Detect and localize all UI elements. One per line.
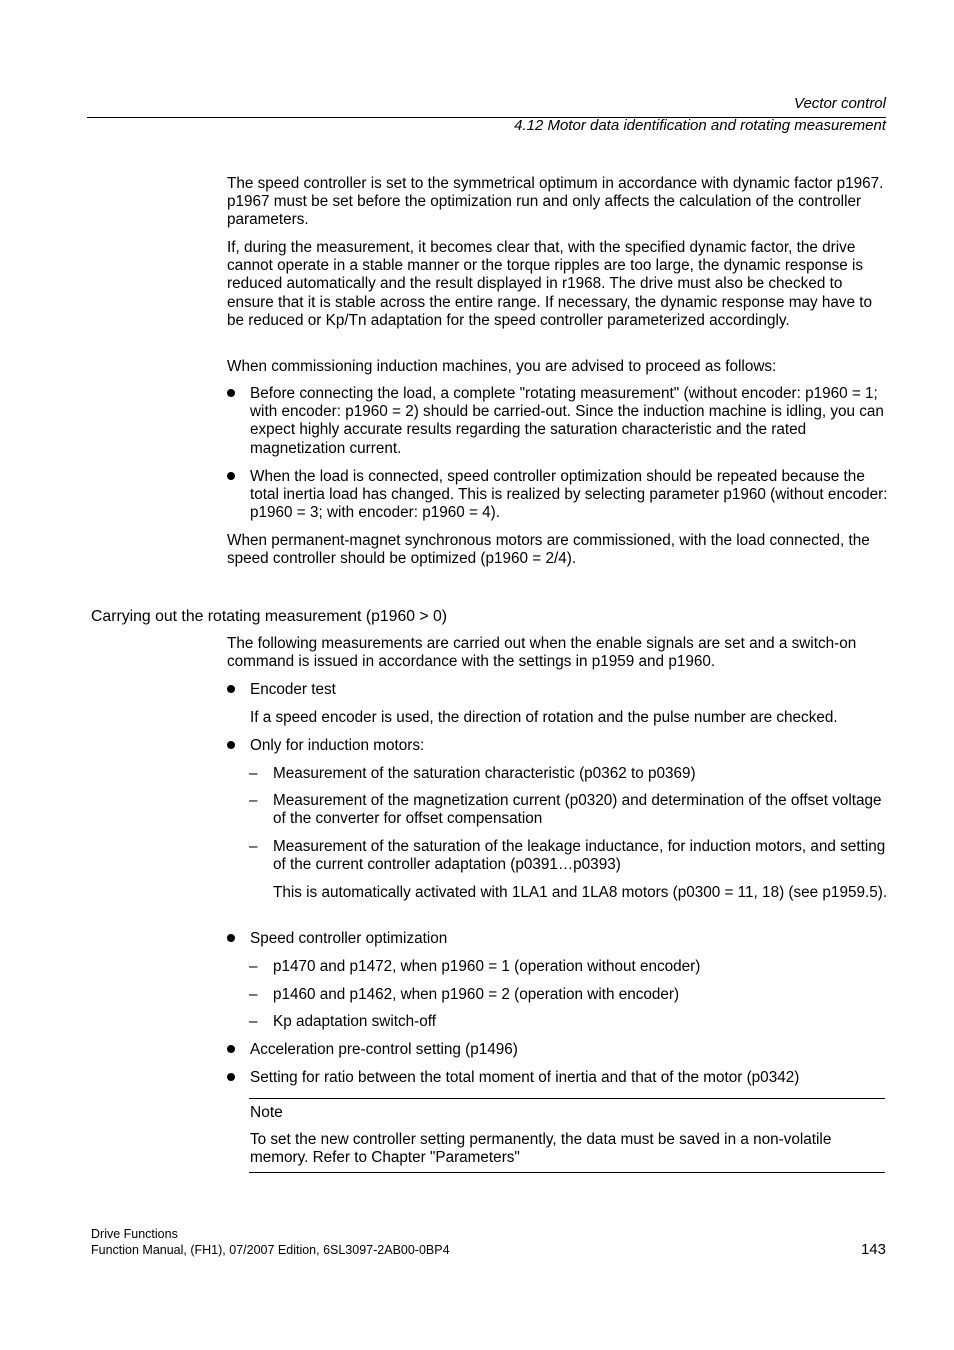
bullet-icon	[227, 389, 235, 397]
section-heading: Carrying out the rotating measurement (p1960 > 0)	[91, 608, 448, 625]
dash-item-p1460: p1460 and p1462, when p1960 = 2 (operation with encoder)	[273, 986, 680, 1003]
footer-edition: Function Manual, (FH1), 07/2007 Edition, 6SL3097-2AB00-0BP4	[91, 1243, 450, 1257]
dash-marker: –	[249, 1013, 258, 1030]
encoder-test-detail: If a speed encoder is used, the direction of rotation and the pulse number are checked.	[250, 709, 838, 726]
note-bottom-rule	[249, 1172, 885, 1173]
paragraph-pm-motors: When permanent-magnet synchronous motors are commissioned, with the load connected, the speed controller should be optimized (p1960 = 2/4).	[227, 532, 870, 568]
note-text: To set the new controller setting permanently, the data must be saved in a non-volatile memory. Refer to Chapter "Parameters"	[250, 1131, 832, 1167]
section-lead: The following measurements are carried out when the enable signals are set and a switch-on command is issued in accordance with the settings in p1959 and p1960.	[227, 635, 857, 671]
header-section: 4.12 Motor data identification and rotating measurement	[514, 117, 886, 134]
bullet-rotating-measurement: Before connecting the load, a complete "rotating measurement" (without encoder: p1960 = 1; with encoder: p1960 = 2) should be carried-out. Since the induction machine is idling, you can expect highly accurate results regarding the saturation characteristic and the rated magnetization current.	[250, 385, 884, 457]
bullet-acceleration: Acceleration pre-control setting (p1496)	[250, 1041, 518, 1058]
dash-marker: –	[249, 986, 258, 1003]
paragraph-dynamic-factor: The speed controller is set to the symmetrical optimum in accordance with dynamic factor p1967. p1967 must be set before the optimization run and only affects the calculation of the controller parameters.	[227, 175, 884, 229]
bullet-icon	[227, 741, 235, 749]
note-title: Note	[250, 1104, 283, 1121]
bullet-load-connected: When the load is connected, speed controller optimization should be repeated because the total inertia load has changed. This is realized by selecting parameter p1960 (without encoder: p1960 = 3; with encoder: p1960 = 4).	[250, 468, 888, 522]
bullet-inertia-ratio: Setting for ratio between the total moment of inertia and that of the motor (p0342)	[250, 1069, 800, 1086]
bullet-encoder-test: Encoder test	[250, 681, 336, 698]
induction-activation-note: This is automatically activated with 1LA1 and 1LA8 motors (p0300 = 11, 18) (see p1959.5).	[273, 884, 888, 901]
footer-product: Drive Functions	[91, 1227, 178, 1241]
bullet-icon	[227, 685, 235, 693]
bullet-icon	[227, 1073, 235, 1081]
bullet-icon	[227, 472, 235, 480]
page-number: 143	[860, 1241, 886, 1258]
bullet-icon	[227, 934, 235, 942]
dash-marker: –	[249, 765, 258, 782]
bullet-icon	[227, 1045, 235, 1053]
dash-marker: –	[249, 958, 258, 975]
dash-marker: –	[249, 838, 258, 855]
dash-item-leakage: Measurement of the saturation of the leakage inductance, for induction motors, and setting of the current controller adaptation (p0391…p0393)	[273, 838, 886, 874]
paragraph-induction-advice: When commissioning induction machines, you are advised to proceed as follows:	[227, 358, 777, 375]
note-top-rule	[249, 1098, 885, 1099]
dash-item-saturation: Measurement of the saturation characteristic (p0362 to p0369)	[273, 765, 696, 782]
bullet-speed-optimization: Speed controller optimization	[250, 930, 448, 947]
dash-item-kp-adaptation: Kp adaptation switch-off	[273, 1013, 436, 1030]
paragraph-stability: If, during the measurement, it becomes clear that, with the specified dynamic factor, the drive cannot operate in a stable manner or the torque ripples are too large, the dynamic response is reduced automatically and the result displayed in r1968. The drive must also be checked to ensure that it is stable across the entire range. If necessary, the dynamic response may have to be reduced or Kp/Tn adaptation for the speed controller parameterized accordingly.	[227, 239, 873, 329]
header-title: Vector control	[794, 95, 886, 112]
dash-item-p1470: p1470 and p1472, when p1960 = 1 (operation without encoder)	[273, 958, 701, 975]
dash-marker: –	[249, 792, 258, 809]
dash-item-magnetization: Measurement of the magnetization current (p0320) and determination of the offset voltage of the converter for offset compensation	[273, 792, 882, 828]
bullet-induction-only: Only for induction motors:	[250, 737, 425, 754]
